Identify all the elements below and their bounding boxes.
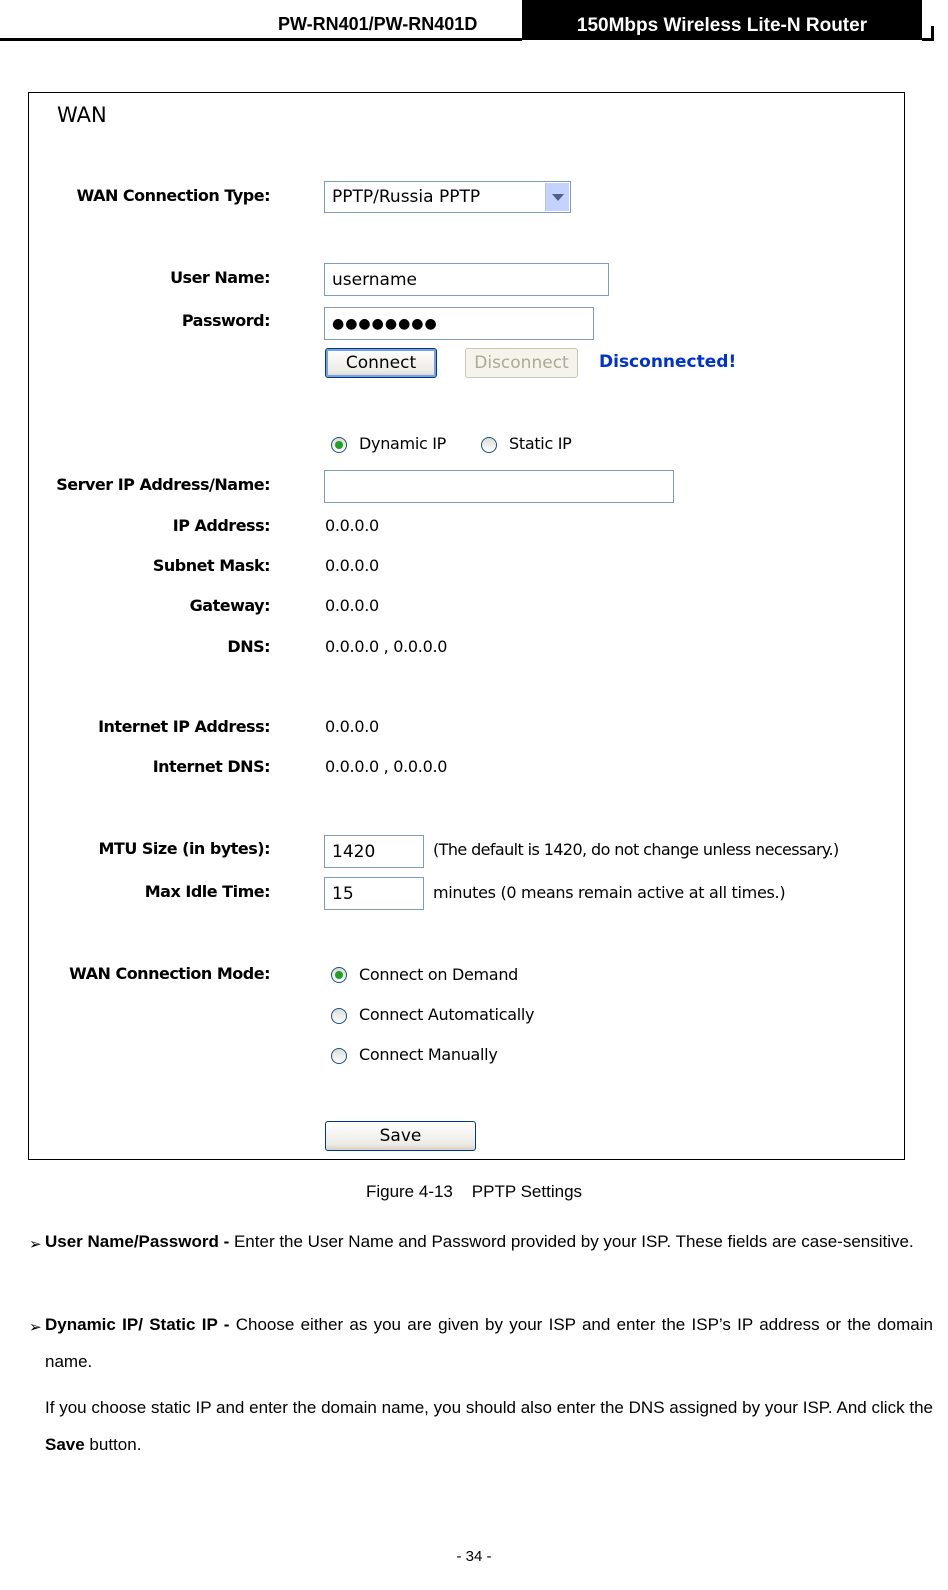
connect-automatically-radio[interactable] (331, 1008, 347, 1024)
header-rule (0, 38, 522, 41)
gateway-label: Gateway: (189, 596, 270, 615)
text-user-name-password: Enter the User Name and Password provided by your ISP. These fields are case-sensitive. (233, 1232, 914, 1251)
max-idle-hint: minutes (0 means remain active at all times.) (433, 883, 786, 902)
internet-ip-value: 0.0.0.0 (325, 717, 379, 736)
dynamic-ip-radio[interactable] (331, 437, 347, 453)
save-button[interactable]: Save (325, 1121, 476, 1151)
server-label: Server IP Address/Name: (56, 475, 270, 494)
connect-on-demand-label: Connect on Demand (359, 965, 519, 984)
page-number: - 34 - (456, 1548, 492, 1565)
password-label: Password: (181, 311, 270, 330)
dns-value: 0.0.0.0 , 0.0.0.0 (325, 637, 448, 656)
paragraph-user-name-password (45, 1223, 933, 1260)
connection-type-select[interactable] (324, 181, 571, 213)
connection-mode-label: WAN Connection Mode: (69, 964, 270, 983)
mtu-label: MTU Size (in bytes): (98, 839, 270, 858)
gateway-value: 0.0.0.0 (325, 596, 379, 615)
header-model: PW-RN401/PW-RN401D (278, 14, 478, 34)
text-static-ip-note: If you choose static IP and enter the domain name, you should also enter the DNS assigned by your ISP. And click the (45, 1398, 933, 1417)
term-user-name-password: User Name/Password - (45, 1232, 234, 1251)
term-dynamic-static-ip: Dynamic IP/ Static IP - (45, 1315, 236, 1334)
connect-automatically-label: Connect Automatically (359, 1005, 535, 1024)
user-name-label: User Name: (170, 268, 270, 287)
max-idle-input[interactable] (324, 877, 424, 910)
internet-dns-value: 0.0.0.0 , 0.0.0.0 (325, 757, 448, 776)
panel-title: WAN (57, 103, 107, 127)
paragraph-dynamic-static-ip (45, 1306, 933, 1380)
max-idle-label: Max Idle Time: (144, 882, 270, 901)
password-input[interactable] (324, 307, 594, 340)
connection-type-value: PPTP/Russia PPTP (332, 187, 481, 207)
static-ip-radio[interactable] (481, 437, 497, 453)
subnet-mask-label: Subnet Mask: (152, 556, 270, 575)
disconnect-button[interactable]: Disconnect (465, 348, 578, 378)
paragraph-static-ip-note (45, 1389, 933, 1463)
dns-label: DNS: (227, 637, 270, 656)
dynamic-ip-label: Dynamic IP (359, 434, 447, 453)
text-dynamic-static-ip: Choose either as you are given by your ISP and enter the ISP’s IP address or the domain name. (45, 1315, 933, 1371)
header-tick (931, 26, 934, 41)
text-save-term: Save (45, 1435, 85, 1454)
subnet-mask-value: 0.0.0.0 (325, 556, 379, 575)
internet-dns-label: Internet DNS: (152, 757, 270, 776)
static-ip-label: Static IP (509, 434, 572, 453)
text-static-ip-note-end: button. (84, 1435, 142, 1454)
mtu-input[interactable] (324, 835, 424, 868)
connect-on-demand-radio[interactable] (331, 967, 347, 983)
internet-ip-label: Internet IP Address: (98, 717, 270, 736)
connect-manually-label: Connect Manually (359, 1045, 498, 1064)
ip-address-value: 0.0.0.0 (325, 516, 379, 535)
connection-status: Disconnected! (599, 352, 737, 372)
connection-type-label: WAN Connection Type: (76, 186, 270, 205)
bullet-arrow-icon: ➢ (29, 1319, 42, 1336)
bullet-arrow-icon: ➢ (29, 1236, 42, 1253)
ip-address-label: IP Address: (172, 516, 270, 535)
figure-caption: Figure 4-13 PPTP Settings (365, 1182, 583, 1201)
connect-button[interactable]: Connect (325, 348, 437, 378)
mtu-hint: (The default is 1420, do not change unless necessary.) (433, 840, 839, 859)
chevron-down-icon[interactable] (545, 183, 569, 211)
connect-manually-radio[interactable] (331, 1048, 347, 1064)
header-product: 150Mbps Wireless Lite-N Router (522, 0, 922, 40)
server-input[interactable] (324, 470, 674, 503)
user-name-input[interactable] (324, 263, 609, 296)
wan-settings-panel (28, 92, 905, 1160)
